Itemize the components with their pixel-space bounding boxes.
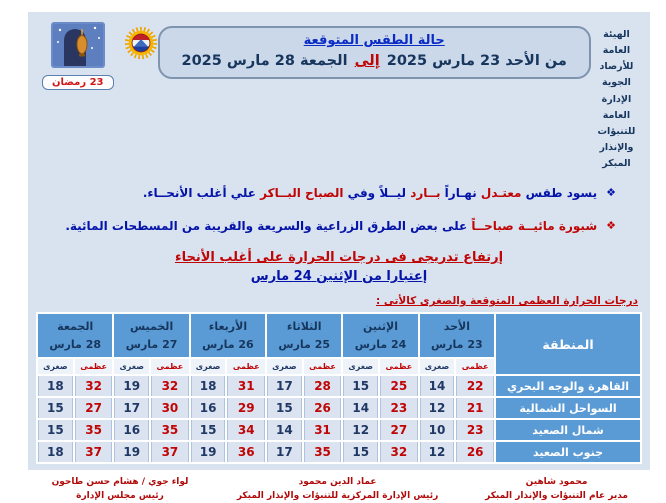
min-label-cell: صغرى [38, 359, 73, 374]
temp-min-cell: 16 [191, 398, 226, 418]
day-name: الأحد [443, 320, 470, 334]
min-label-cell: صغرى [114, 359, 149, 374]
region-cell: القاهرة والوجه البحري [496, 376, 640, 396]
temp-max-cell: 26 [456, 442, 494, 462]
temp-max-cell: 34 [227, 420, 265, 440]
temp-max-cell: 32 [151, 376, 189, 396]
day-date: 28 مارس [49, 337, 102, 351]
min-label-cell: صغرى [191, 359, 226, 374]
day-date: 27 مارس [125, 337, 178, 351]
organization-block [591, 22, 642, 172]
bullet-row [46, 218, 616, 235]
temp-min-cell: 10 [420, 420, 455, 440]
temp-min-cell: 15 [38, 398, 73, 418]
bullet-segment: علي أغلب الأنحــاء. [142, 186, 261, 201]
org-name: الهيئة العامة للأرصاد الجوية [599, 29, 634, 89]
min-label-cell: صغرى [267, 359, 302, 374]
day-header-cell [38, 314, 112, 357]
temp-min-cell: 18 [191, 376, 226, 396]
signature-block [237, 476, 438, 503]
bullet-segment: معتـدل [480, 186, 522, 201]
temp-min-cell: 19 [191, 442, 226, 462]
signature-block [50, 476, 190, 503]
day-name: الخميس [129, 320, 174, 334]
date-range-pre: من الأحد 23 مارس 2025 [381, 53, 567, 69]
temp-min-cell: 12 [343, 420, 378, 440]
day-name: الجمعة [57, 320, 94, 334]
temp-min-cell: 15 [38, 420, 73, 440]
day-header-cell [420, 314, 494, 357]
temp-min-cell: 12 [420, 398, 455, 418]
temp-max-cell: 28 [304, 376, 342, 396]
day-header-cell [267, 314, 341, 357]
region-cell: شمال الصعيد [496, 420, 640, 440]
temp-min-cell: 16 [114, 420, 149, 440]
signature-block [485, 476, 628, 503]
temp-max-cell: 23 [380, 398, 418, 418]
bullet-segment: يسود طقس [521, 186, 598, 201]
org-department: الإدارة العامة للتنبؤات والإنذار المبكر [597, 93, 636, 170]
max-label-cell: عظمى [304, 359, 342, 374]
day-date: 23 مارس [431, 337, 483, 351]
temp-max-cell: 35 [304, 442, 342, 462]
temp-max-cell: 26 [304, 398, 342, 418]
temp-min-cell: 12 [420, 442, 455, 462]
day-header-cell [191, 314, 265, 357]
max-label-cell: عظمى [75, 359, 113, 374]
temp-min-cell: 19 [114, 376, 149, 396]
temp-max-cell: 21 [456, 398, 494, 418]
min-label-cell: صغرى [343, 359, 378, 374]
bullet-segment: ليــلاً وفي [343, 186, 411, 201]
signature-name: محمود شاهين [525, 477, 588, 488]
temp-max-cell: 36 [227, 442, 265, 462]
table-row [38, 442, 640, 462]
day-date: 26 مارس [202, 337, 254, 351]
bullet-diamond-icon: ❖ [606, 218, 616, 232]
region-header-cell: المنطقة [496, 314, 640, 374]
day-header-cell [114, 314, 188, 357]
signature-name: عماد الدين محمود [298, 477, 377, 488]
signature-title: رئيس مجلس الإدارة [76, 490, 164, 501]
logos [40, 22, 158, 90]
temp-min-cell: 15 [343, 376, 378, 396]
temp-min-cell: 17 [267, 442, 302, 462]
date-range [182, 53, 567, 69]
temp-max-cell: 35 [151, 420, 189, 440]
bulletin-title: حالة الطقس المتوقعة [303, 33, 445, 48]
ramadan-date-badge: 23 رمضان [42, 75, 114, 90]
bullet-segment: الصباح البــاكر [260, 186, 344, 201]
temp-min-cell: 15 [267, 398, 302, 418]
min-label-cell: صغرى [420, 359, 455, 374]
temp-max-cell: 22 [456, 376, 494, 396]
temp-max-cell: 30 [151, 398, 189, 418]
bullet-text [143, 185, 597, 202]
date-range-to: إلى [354, 53, 380, 69]
signature-title: رئيس الإدارة المركزية للتنبؤات والإنذار المبكر [236, 490, 439, 501]
temp-min-cell: 18 [38, 376, 73, 396]
temp-min-cell: 17 [114, 398, 149, 418]
temp-min-cell: 17 [267, 376, 302, 396]
bulletin-content [28, 12, 650, 501]
day-name: الإثنين [363, 320, 399, 334]
temp-min-cell: 14 [420, 376, 455, 396]
region-cell: السواحل الشمالية [496, 398, 640, 418]
table-row [38, 420, 640, 440]
notice-line-2: إعتبارا من الإثنين 24 مارس [250, 269, 428, 285]
bullet-segment: نهـاراً [440, 186, 481, 201]
header [28, 12, 650, 172]
temp-min-cell: 15 [191, 420, 226, 440]
temp-max-cell: 32 [380, 442, 418, 462]
bullet-text [65, 218, 597, 235]
ramadan-lantern-icon [51, 22, 105, 72]
region-cell: جنوب الصعيد [496, 442, 640, 462]
temp-min-cell: 18 [38, 442, 73, 462]
bullet-row [46, 185, 616, 202]
title-box [158, 26, 591, 79]
max-label-cell: عظمى [456, 359, 494, 374]
temp-max-cell: 25 [380, 376, 418, 396]
temperature-table [36, 312, 642, 464]
signature-title: مدير عام التنبؤات والإنذار المبكر [485, 490, 628, 501]
day-header-cell [343, 314, 417, 357]
ramadan-block [42, 22, 114, 90]
bullet-segment: بــارد [410, 186, 441, 201]
temperature-notice [28, 250, 650, 284]
day-name: الأربعاء [208, 320, 248, 334]
temp-max-cell: 37 [151, 442, 189, 462]
notice-line-1: إرتفاع تدريجى فى درجات الحرارة على أغلب الأنحاء [174, 250, 504, 266]
temp-max-cell: 31 [304, 420, 342, 440]
max-label-cell: عظمى [380, 359, 418, 374]
table-intro: درجات الحرارة العظمى المتوقعة والصغرى كالأتى : [375, 295, 638, 308]
temp-max-cell: 27 [380, 420, 418, 440]
temp-max-cell: 31 [227, 376, 265, 396]
temp-min-cell: 14 [267, 420, 302, 440]
temp-min-cell: 15 [343, 442, 378, 462]
signature-name: لواء جوي / هشام حسن طاحون [51, 477, 189, 488]
bullet-diamond-icon: ❖ [606, 186, 616, 200]
temp-max-cell: 27 [75, 398, 113, 418]
temp-min-cell: 14 [343, 398, 378, 418]
day-name: الثلاثاء [286, 320, 322, 334]
signatures [28, 464, 650, 503]
bullet-segment: شبورة مائيــة صباحــاً [471, 218, 598, 233]
day-header-row [38, 314, 640, 357]
temp-max-cell: 35 [75, 420, 113, 440]
forecast-bullets [28, 172, 650, 234]
max-label-cell: عظمى [227, 359, 265, 374]
max-label-cell: عظمى [151, 359, 189, 374]
temp-max-cell: 29 [227, 398, 265, 418]
date-range-post: الجمعة 28 مارس 2025 [181, 53, 353, 69]
temp-min-cell: 19 [114, 442, 149, 462]
temp-max-cell: 37 [75, 442, 113, 462]
table-row [38, 376, 640, 396]
day-date: 25 مارس [278, 337, 331, 351]
day-date: 24 مارس [354, 337, 407, 351]
bullet-segment: على بعض الطرق الزراعية والسريعة والقريبة من المسطحات المائية. [65, 218, 472, 233]
temp-max-cell: 23 [456, 420, 494, 440]
meteorology-authority-logo-icon [124, 26, 158, 64]
table-row [38, 398, 640, 418]
temp-max-cell: 32 [75, 376, 113, 396]
